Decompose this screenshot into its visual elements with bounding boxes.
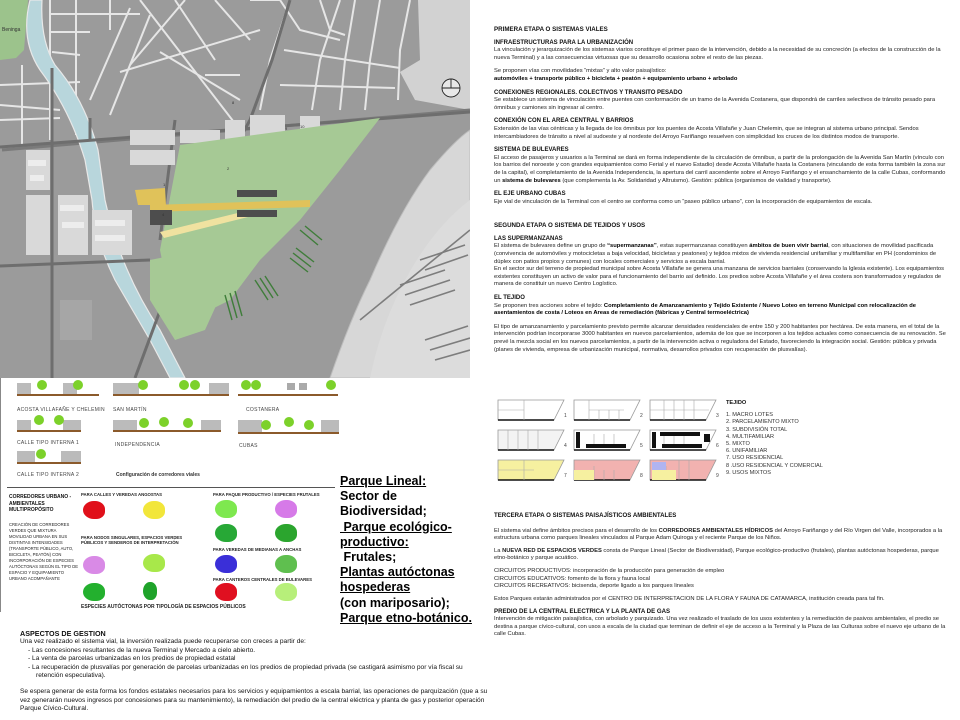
- stage3-p2: [494, 548, 950, 563]
- species-category: PARA CANTEROS CENTRALES DE BULEVARES: [213, 577, 312, 582]
- regional-text: Se establece un sistema de vinculación entre puentes con conformación de un tramo de la Avenida Costanera, que dispondrá de carriles selectivos de tránsito pesado para ómnibus y camiones sin ingresar al centro.: [494, 97, 936, 111]
- supermanzanas-text-2: En el sector sur del terreno de propiedad municipal sobre Acosta Villafañe se genera una manzana de servicios barriales (conservando la Iglesia existente). Los equipamientos existentes constituyen un activo de valor para el funcionamiento del barrio así definido. Los predios sobre Acosta Villafañe y el área costera son transformados y regulados de manera de constituir un nuevo Centro Logístico.: [494, 266, 945, 288]
- svg-text:8: 8: [232, 100, 235, 105]
- infra-title: INFRAESTRUCTURAS PARA LA URBANIZACIÓN: [494, 39, 634, 46]
- tejido-diagram: [494, 396, 734, 488]
- street-sections-panel: [0, 378, 340, 482]
- section-label: CALLE TIPO INTERNA 2: [17, 472, 80, 478]
- lot-block: [704, 434, 710, 442]
- gestion-section: [20, 630, 490, 714]
- svg-text:10: 10: [300, 124, 305, 129]
- predio-text: Intervención de mitigación paisajística, con arbolado y parquizado. Una vez realizado el traslado de los usos existentes y la remediación de pasivos ambientales, el predio se destina a parque cívico-cultural, con usos a escala de la ciudad que terminan de definir el eje de acceso a la Terminal y la Plaza de las Culturas sobre el nuevo eje urbano de la calle Cubas.: [494, 615, 946, 638]
- callout-line: (con mariposario);: [340, 595, 450, 610]
- legend-item: 9. USOS MIXTOS: [726, 469, 771, 476]
- circuit-item: CIRCUITOS EDUCATIVOS: fomento de la flora y fauna local: [494, 575, 651, 582]
- residential-fill: [652, 470, 676, 480]
- section-label: CALLE TIPO INTERNA 1: [17, 440, 80, 446]
- text-bold: “supermanzanas”: [607, 243, 657, 250]
- section-drawing: [17, 449, 81, 464]
- admin-text: Estos Parques estarán administrados por el CENTRO DE INTERPRETACION DE LA FLORA Y FAUNA DE CATAMARCA, institución creada para tal fin.: [494, 595, 885, 602]
- regional-title: CONEXIONES REGIONALES. COLECTIVOS Y TRANSITO PESADO: [494, 89, 683, 96]
- species-heading: CORREDORES URBANO - AMBIENTALES MULTIPROPÓSITO: [9, 494, 72, 513]
- lot-number: 7: [564, 473, 567, 479]
- mixed-fill: [652, 462, 666, 470]
- stage2-title: SEGUNDA ETAPA O SISTEMA DE TEJIDOS Y USOS: [494, 222, 646, 230]
- callout-line: Frutales;: [340, 550, 397, 565]
- text-bold: ámbitos de buen vivir barrial: [749, 243, 829, 250]
- text-span: , estas supermanzanas constituyen: [656, 243, 750, 250]
- svg-text:2: 2: [227, 166, 230, 171]
- legend-item: 4. MULTIFAMILIAR: [726, 433, 775, 440]
- lot-number: 8: [640, 473, 643, 479]
- lot-number: 3: [716, 413, 719, 419]
- tejido-text: El tipo de amanzanamiento y parcelamiento previsto permite alcanzar densidades residenciales de entre 150 y 200 habitantes por hectárea. De esta manera, en el total de la intervención podrían incorporarse 3000 habitantes en nuevos parcelamientos, además de los que se incorporen a los tejidos actuales como consecuencia de su renovación. Se prevé la mezcla social en los nuevos parcelamientos, a partir de la intervención activa o reguladora del Estado, favoreciendo la integración social. Gestión: pública y privada (planes de vivienda, empresa de urbanización municipal, normativa, desarrollos privados con recuperación de plusvalías).: [494, 323, 946, 353]
- text-span: consta de Parque Lineal (Sector de Biodiversidad), Parque ecológico-productivo (frutales), plantas autóctonas hospederas, parque etno-botánico y parque acuático.: [494, 547, 939, 562]
- legend-title: TEJIDO: [726, 400, 747, 406]
- section-label: ACOSTA VILLAFAÑE Y CHELEMIN: [17, 407, 105, 413]
- tree-icon: [215, 583, 237, 601]
- lot-block: [576, 432, 580, 448]
- callout-line: Sector de: [340, 489, 397, 504]
- lot-number: 1: [564, 413, 567, 419]
- legend-item: 1. MACRO LOTES: [726, 412, 773, 419]
- cubas-title: EL EJE URBANO CUBAS: [494, 191, 566, 198]
- section-drawing: [238, 417, 339, 434]
- legend-item: 8 .USO RESIDENCIAL Y COMERCIAL: [726, 462, 823, 469]
- north-arrow-icon: [442, 79, 460, 97]
- gestion-intro: Una vez realizado el sistema vial, la inversión realizada puede recuperarse con creces a partir de:: [20, 638, 306, 646]
- green-network-callout: [340, 474, 476, 626]
- section-drawing: [238, 380, 338, 396]
- legend-item: 3. SUBDIVISIÓN TOTAL: [726, 426, 788, 433]
- predio-title: PREDIO DE LA CENTRAL ELECTRICA Y LA PLANTA DE GAS: [494, 608, 671, 616]
- callout-line: Parque Lineal:: [340, 474, 427, 488]
- divider: [7, 487, 335, 488]
- stages-document: [494, 26, 950, 360]
- legend-item: 5. MIXTO: [726, 441, 750, 448]
- text-span: , con situaciones de movilidad pacificada (convivencia de automóviles y motocicletas a baja velocidad, bicicletas y peatones) y tejidos mixtos de vivienda residencial unifamiliar y multifamiliar en PH (condominios de dúplex con patios propios y comunes) con locales comerciales y servicios a escala barrial.: [494, 243, 937, 265]
- central-text: Extensión de las vías céntricas y la llegada de los ómnibus por los puentes de Acosta Villafañe y Juan Chelemin, que se integran al sistema urbano principal. Sendos intercambiadores de tránsito a nivel al sudoeste y al nordeste del Arroyo Fariñango resuelven con simplicidad los cruces de los distintos modos de transporte.: [494, 125, 919, 140]
- tree-icon: [215, 524, 237, 542]
- lot-number: 6: [716, 443, 719, 449]
- gestion-list: [20, 647, 490, 681]
- master-plan-map: [0, 0, 470, 378]
- tree-icon: [275, 500, 297, 518]
- sections-title: Configuración de corredores viales: [116, 472, 200, 478]
- text-span: El sistema vial define ámbitos precisos para el desarrollo de los: [494, 527, 659, 534]
- circuit-item: CIRCUITOS PRODUCTIVOS: incorporación de la producción para generación de empleo: [494, 567, 725, 574]
- callout-line: productivo:: [340, 534, 409, 549]
- text-bold: Completamiento de Amanzanamiento y Tejido Existente / Nuevo Loteo en terreno Municipal con relocalización de asentamientos de costa / Loteos en Areas de remediación (fábricas y Central termoeléctrica): [494, 302, 917, 317]
- residential-fill: [574, 470, 594, 480]
- text-span: del Arroyo Fariñango y del Río Virgen del Valle, incorporados a la estructura urbana como parques lineales vinculados al Parque Adam Quiroga y el reciente Parque de los Niños.: [494, 527, 943, 542]
- street-section-drawings: [1, 378, 341, 478]
- tree-icon: [275, 583, 297, 601]
- section-label: CUBAS: [239, 443, 258, 449]
- lot-block: [652, 432, 656, 448]
- lot-number: 2: [640, 413, 643, 419]
- circuit-item: CIRCUITOS RECREATIVOS: bicisenda, deporte ligado a los parques lineales: [494, 583, 694, 590]
- species-category: PARA CALLES Y VEREDAS ANGOSTAS: [81, 492, 163, 497]
- stage3-document: [494, 512, 950, 644]
- tree-icon: [143, 501, 165, 519]
- text-bold: NUEVA RED DE ESPACIOS VERDES: [502, 547, 602, 554]
- stage1-title: PRIMERA ETAPA O SISTEMAS VIALES: [494, 26, 608, 33]
- tree-icon: [275, 524, 297, 542]
- cubas-text: Eje vial de vinculación de la Terminal con el centro se conforma como un “paseo público urbano”, con la incorporación de equipamientos de escala.: [494, 198, 873, 205]
- tejido-actions: [494, 303, 950, 318]
- species-description: CREACIÓN DE CORREDORES VERDES QUE MIXTURA MOVILIDAD URBANA EN SUS DISTINTAS INTENSIDADES (TRANSPORTE PÚBLICO, AUTO, BICICLETA, PEATÓN) CON INCORPORACIÓN DE ESPECIES AUTÓCTONAS SEGÚN EL TIPO DE ESPACIO Y EQUIPAMIENTO URBANO ACOMPAÑANTE: [9, 522, 79, 581]
- legend-item: 7. USO RESIDENCIAL: [726, 455, 784, 462]
- stage3-p1: [494, 528, 950, 543]
- tree-icon: [83, 556, 105, 574]
- mixed-text: Se proponen vías con movilidades “mixtas” y alto valor paisajístico:: [494, 68, 667, 75]
- legend-item: 2. PARCELAMIENTO MIXTO: [726, 419, 799, 426]
- svg-text:9: 9: [285, 126, 288, 131]
- lot-block: [662, 444, 702, 448]
- map-label: Beninga: [2, 27, 21, 33]
- species-footer: ESPECIES AUTÓCTONAS POR TIPOLOGÍA DE ESPACIOS PÚBLICOS: [81, 604, 246, 610]
- species-category: PARA PAQUE PRODUCTIVO / ESPECIES FRUTALES: [213, 492, 320, 497]
- text-span: Se proponen tres acciones sobre el tejido:: [494, 302, 604, 309]
- section-label: INDEPENDENCIA: [115, 442, 161, 448]
- svg-text:1: 1: [163, 182, 166, 187]
- callout-line: Parque ecológico-: [340, 519, 452, 534]
- tree-icon: [215, 555, 237, 573]
- central-title: CONEXIÓN CON EL AREA CENTRAL Y BARRIOS: [494, 118, 634, 125]
- mixed-bold: automóviles + transporte público + bicicleta + peatón + equipamiento urbano + arbolado: [494, 75, 738, 82]
- map-drawing: [0, 0, 470, 378]
- text-bold: sistema de bulevares: [502, 177, 561, 184]
- tree-icon: [215, 500, 237, 518]
- callout-line: Biodiversidad;: [340, 504, 427, 519]
- supermanzanas-text: [494, 243, 950, 266]
- lot-number: 4: [564, 443, 567, 449]
- lot-number: 5: [640, 443, 643, 449]
- tree-icon: [83, 501, 105, 519]
- text-span: El acceso de pasajeros y usuarios a la Terminal se dará en forma independiente de la circulación de ómnibus, a partir de la prolongación de la Avenida San Martín (vínculo con los barrios del noroeste y con grandes equipamientos como Ferial y el nuevo Estadio) desde Acosta Villafañe hasta la Costanera (vinculando de esta forma también la zona sur de la capital), el completamiento de la Avenida Independencia, la apertura del carril ascendente sobre el Arroyo Fariñango y el ensanchamiento de la calle Cubas, conformando un: [494, 154, 946, 184]
- tejido-title: EL TEJIDO: [494, 295, 525, 302]
- section-drawing: [17, 380, 99, 396]
- tree-icon: [143, 582, 157, 600]
- section-drawing: [17, 415, 81, 432]
- legend-item: 6. UNIFAMILIAR: [726, 448, 768, 455]
- species-category: PARA NODOS SINGULARES, ESPACIOS VERDES PÚBLICOS Y SENDEROS DE INTERPRETACIÓN: [81, 535, 183, 545]
- supermanzanas-title: LAS SUPERMANZANAS: [494, 235, 563, 242]
- section-label: SAN MARTÍN: [113, 407, 147, 413]
- tejido-legend: [726, 400, 823, 477]
- lot-block: [660, 432, 700, 436]
- section-label: COSTANERA: [246, 407, 280, 413]
- svg-text:4: 4: [162, 212, 165, 217]
- text-span: (que complementa la Av. Solidaridad y Altruismo). Gestión: pública (organismos de vialidad y transporte).: [560, 177, 832, 184]
- tree-icon: [275, 555, 297, 573]
- species-category: PARA VEREDAS DE MEDIANAS A ANCHAS: [213, 547, 302, 552]
- lot-block: [586, 444, 626, 448]
- callout-line: Plantas autóctonas: [340, 565, 455, 580]
- text-span: La: [494, 547, 503, 554]
- text-span: El sistema de bulevares define un grupo de: [494, 243, 608, 250]
- species-panel: [0, 482, 340, 612]
- gestion-title: ASPECTOS DE GESTION: [20, 629, 106, 638]
- stage3-title: TERCERA ETAPA O SISTEMAS PAISAJÍSTICOS AMBIENTALES: [494, 512, 677, 519]
- gestion-bullet: - La venta de parcelas urbanizadas en los predios de propiedad estatal: [28, 655, 490, 663]
- gestion-bullet: - La recuperación de plusvalías por generación de parcelas urbanizadas en los predios de propiedad privada (se castigará asimismo por vía fiscal su retención especulativa).: [28, 664, 490, 681]
- gestion-bullet: - Las concesiones resultantes de la nueva Terminal y Mercado a cielo abierto.: [28, 647, 490, 655]
- bulevares-title: SISTEMA DE BULEVARES: [494, 147, 569, 154]
- section-drawing: [113, 417, 221, 432]
- infra-text: La vinculación y jerarquización de los sistemas viarios constituye el primer paso de la intervención, debido a la necesidad de su concreción (a efectos de la construcción de la nueva Terminal) y a las consecuencias virtuosas que su desarrollo ocasiona sobre el resto de las piezas.: [494, 47, 941, 61]
- text-bold: CORREDORES AMBIENTALES HÍDRICOS: [658, 527, 773, 534]
- gestion-closing: Se espera generar de esta forma los fondos estatales necesarios para los servicios y equipamientos a escala barrial, las operaciones de parquización (que a su vez generarán nuevos ingresos por concesiones para su mantenimiento), la remediación del predio de la central eléctrica y planta de gas y posterior operación Parque Cívico-Cultural.: [20, 688, 488, 713]
- bulevares-text: [494, 155, 950, 185]
- callout-line: hospederas: [340, 580, 411, 595]
- tree-icon: [143, 554, 165, 572]
- tejido-lots: [494, 396, 734, 488]
- callout-line: Parque etno-botánico.: [340, 610, 472, 625]
- section-drawing: [113, 380, 229, 396]
- tree-icon: [83, 583, 105, 601]
- lot-number: 9: [716, 473, 719, 479]
